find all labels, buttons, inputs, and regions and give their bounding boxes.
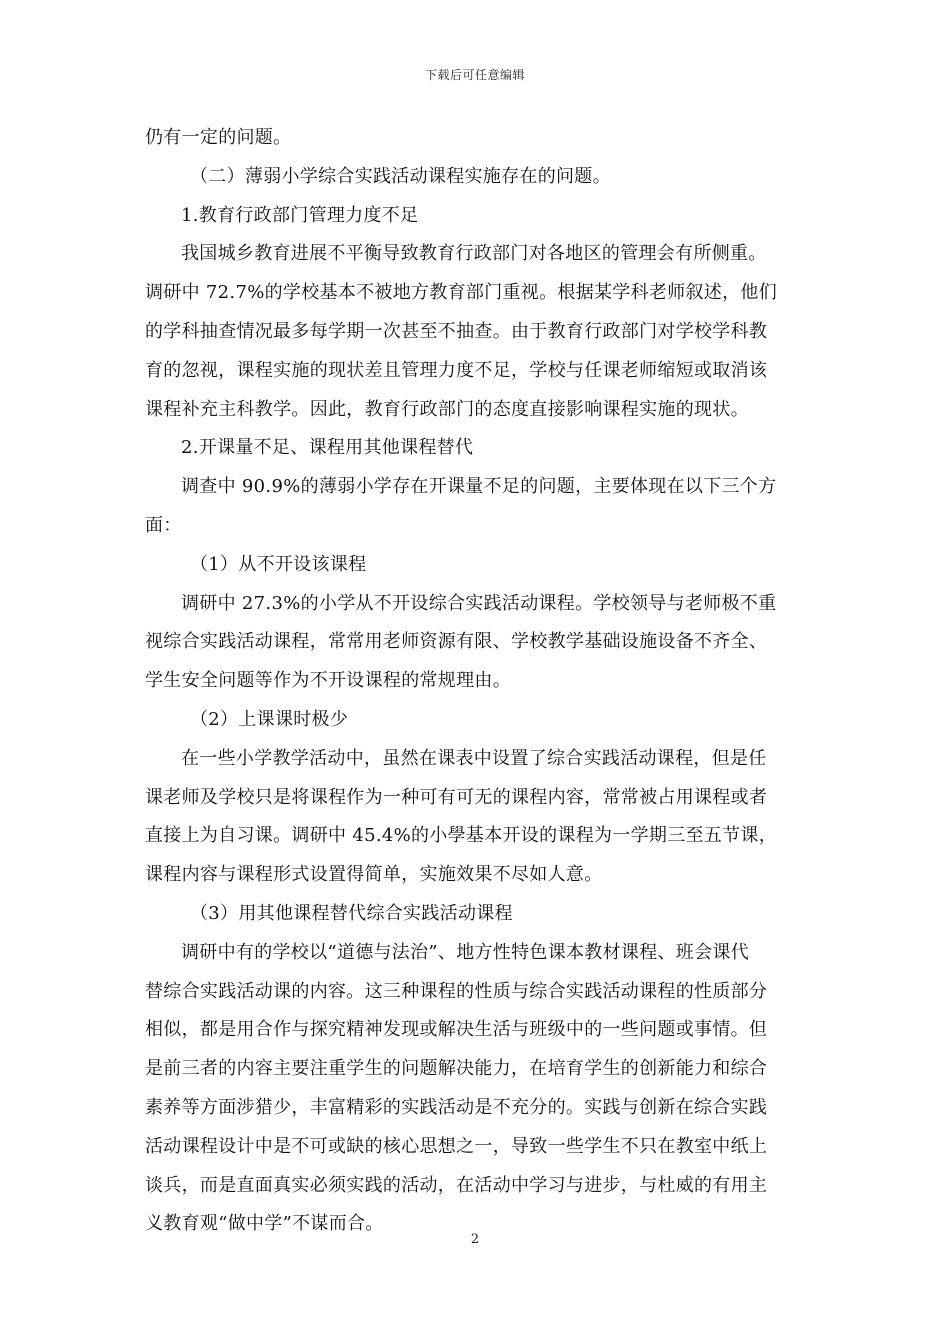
list-item-heading: （1）从不开设该课程	[190, 553, 367, 575]
section-heading: （二）薄弱小学综合实践活动课程实施存在的问题。	[190, 165, 611, 187]
text-line: 育的忽视，课程实施的现状差且管理力度不足，学校与任课老师缩短或取消该	[145, 359, 768, 381]
text-line: 活动课程设计中是不可或缺的核心思想之一，导致一些学生不只在教室中纸上	[145, 1135, 768, 1157]
paragraph-first-line: 我国城乡教育进展不平衡导致教育行政部门对各地区的管理会有所侧重。	[181, 243, 767, 265]
document-body	[145, 119, 807, 1244]
text-line: 课老师及学校只是将课程作为一种可有可无的课程内容，常常被占用课程或者	[145, 786, 768, 808]
paragraph-first-line: 调查中 90.9%的薄弱小学存在开课量不足的问题，主要体现在以下三个方	[181, 476, 777, 498]
text-line: 课程内容与课程形式设置得简单，实施效果不尽如人意。	[145, 864, 603, 886]
text-line: 素养等方面涉猎少，丰富精彩的实践活动是不充分的。实践与创新在综合实践	[145, 1096, 768, 1118]
text-line: 直接上为自习课。调研中 45.4%的小學基本开设的课程为一学期三至五节课，	[145, 825, 777, 847]
page-number: 2	[470, 1232, 480, 1247]
subsection-heading: 1.教育行政部门管理力度不足	[181, 204, 419, 226]
list-item-heading: （3）用其他课程替代综合实践活动课程	[190, 902, 513, 924]
text-line: 仍有一定的问题。	[145, 127, 292, 148]
text-line: 课程补充主科教学。因此，教育行政部门的态度直接影响课程实施的现状。	[145, 398, 749, 420]
text-line: 是前三者的内容主要注重学生的问题解决能力，在培育学生的创新能力和综合	[145, 1058, 768, 1080]
text-line: 的学科抽查情况最多每学期一次甚至不抽查。由于教育行政部门对学校学科教	[145, 320, 768, 342]
paragraph-first-line: 在一些小学教学活动中，虽然在课表中设置了综合实践活动课程，但是任	[181, 747, 767, 769]
text-line: 谈兵，而是直面真实必须实践的活动，在活动中学习与进步，与杜威的有用主	[145, 1174, 768, 1196]
paragraph-first-line: 调研中有的学校以“道德与法治”、地方性特色课本教材课程、班会课代	[181, 941, 750, 963]
text-line: 义教育观“做中学”不谋而合。	[145, 1213, 384, 1235]
text-line: 调研中 72.7%的学校基本不被地方教育部门重视。根据某学科老师叙述，他们	[145, 282, 777, 304]
text-line: 相似，都是用合作与探究精神发现或解决生活与班级中的一些问题或事情。但	[145, 1019, 768, 1041]
subsection-heading: 2.开课量不足、课程用其他课程替代	[181, 437, 474, 459]
paragraph-first-line: 调研中 27.3%的小学从不开设综合实践活动课程。学校领导与老师极不重	[181, 592, 777, 614]
text-line: 替综合实践活动课的内容。这三种课程的性质与综合实践活动课程的性质部分	[145, 980, 768, 1002]
list-item-heading: （2）上课课时极少	[190, 708, 349, 730]
text-line: 面：	[145, 514, 182, 536]
text-line: 视综合实践活动课程，常常用老师资源有限、学校教学基础设施设备不齐全、	[145, 631, 768, 653]
text-line: 学生安全问题等作为不开设课程的常规理由。	[145, 670, 511, 692]
page-header: 下载后可任意编辑	[424, 68, 525, 82]
